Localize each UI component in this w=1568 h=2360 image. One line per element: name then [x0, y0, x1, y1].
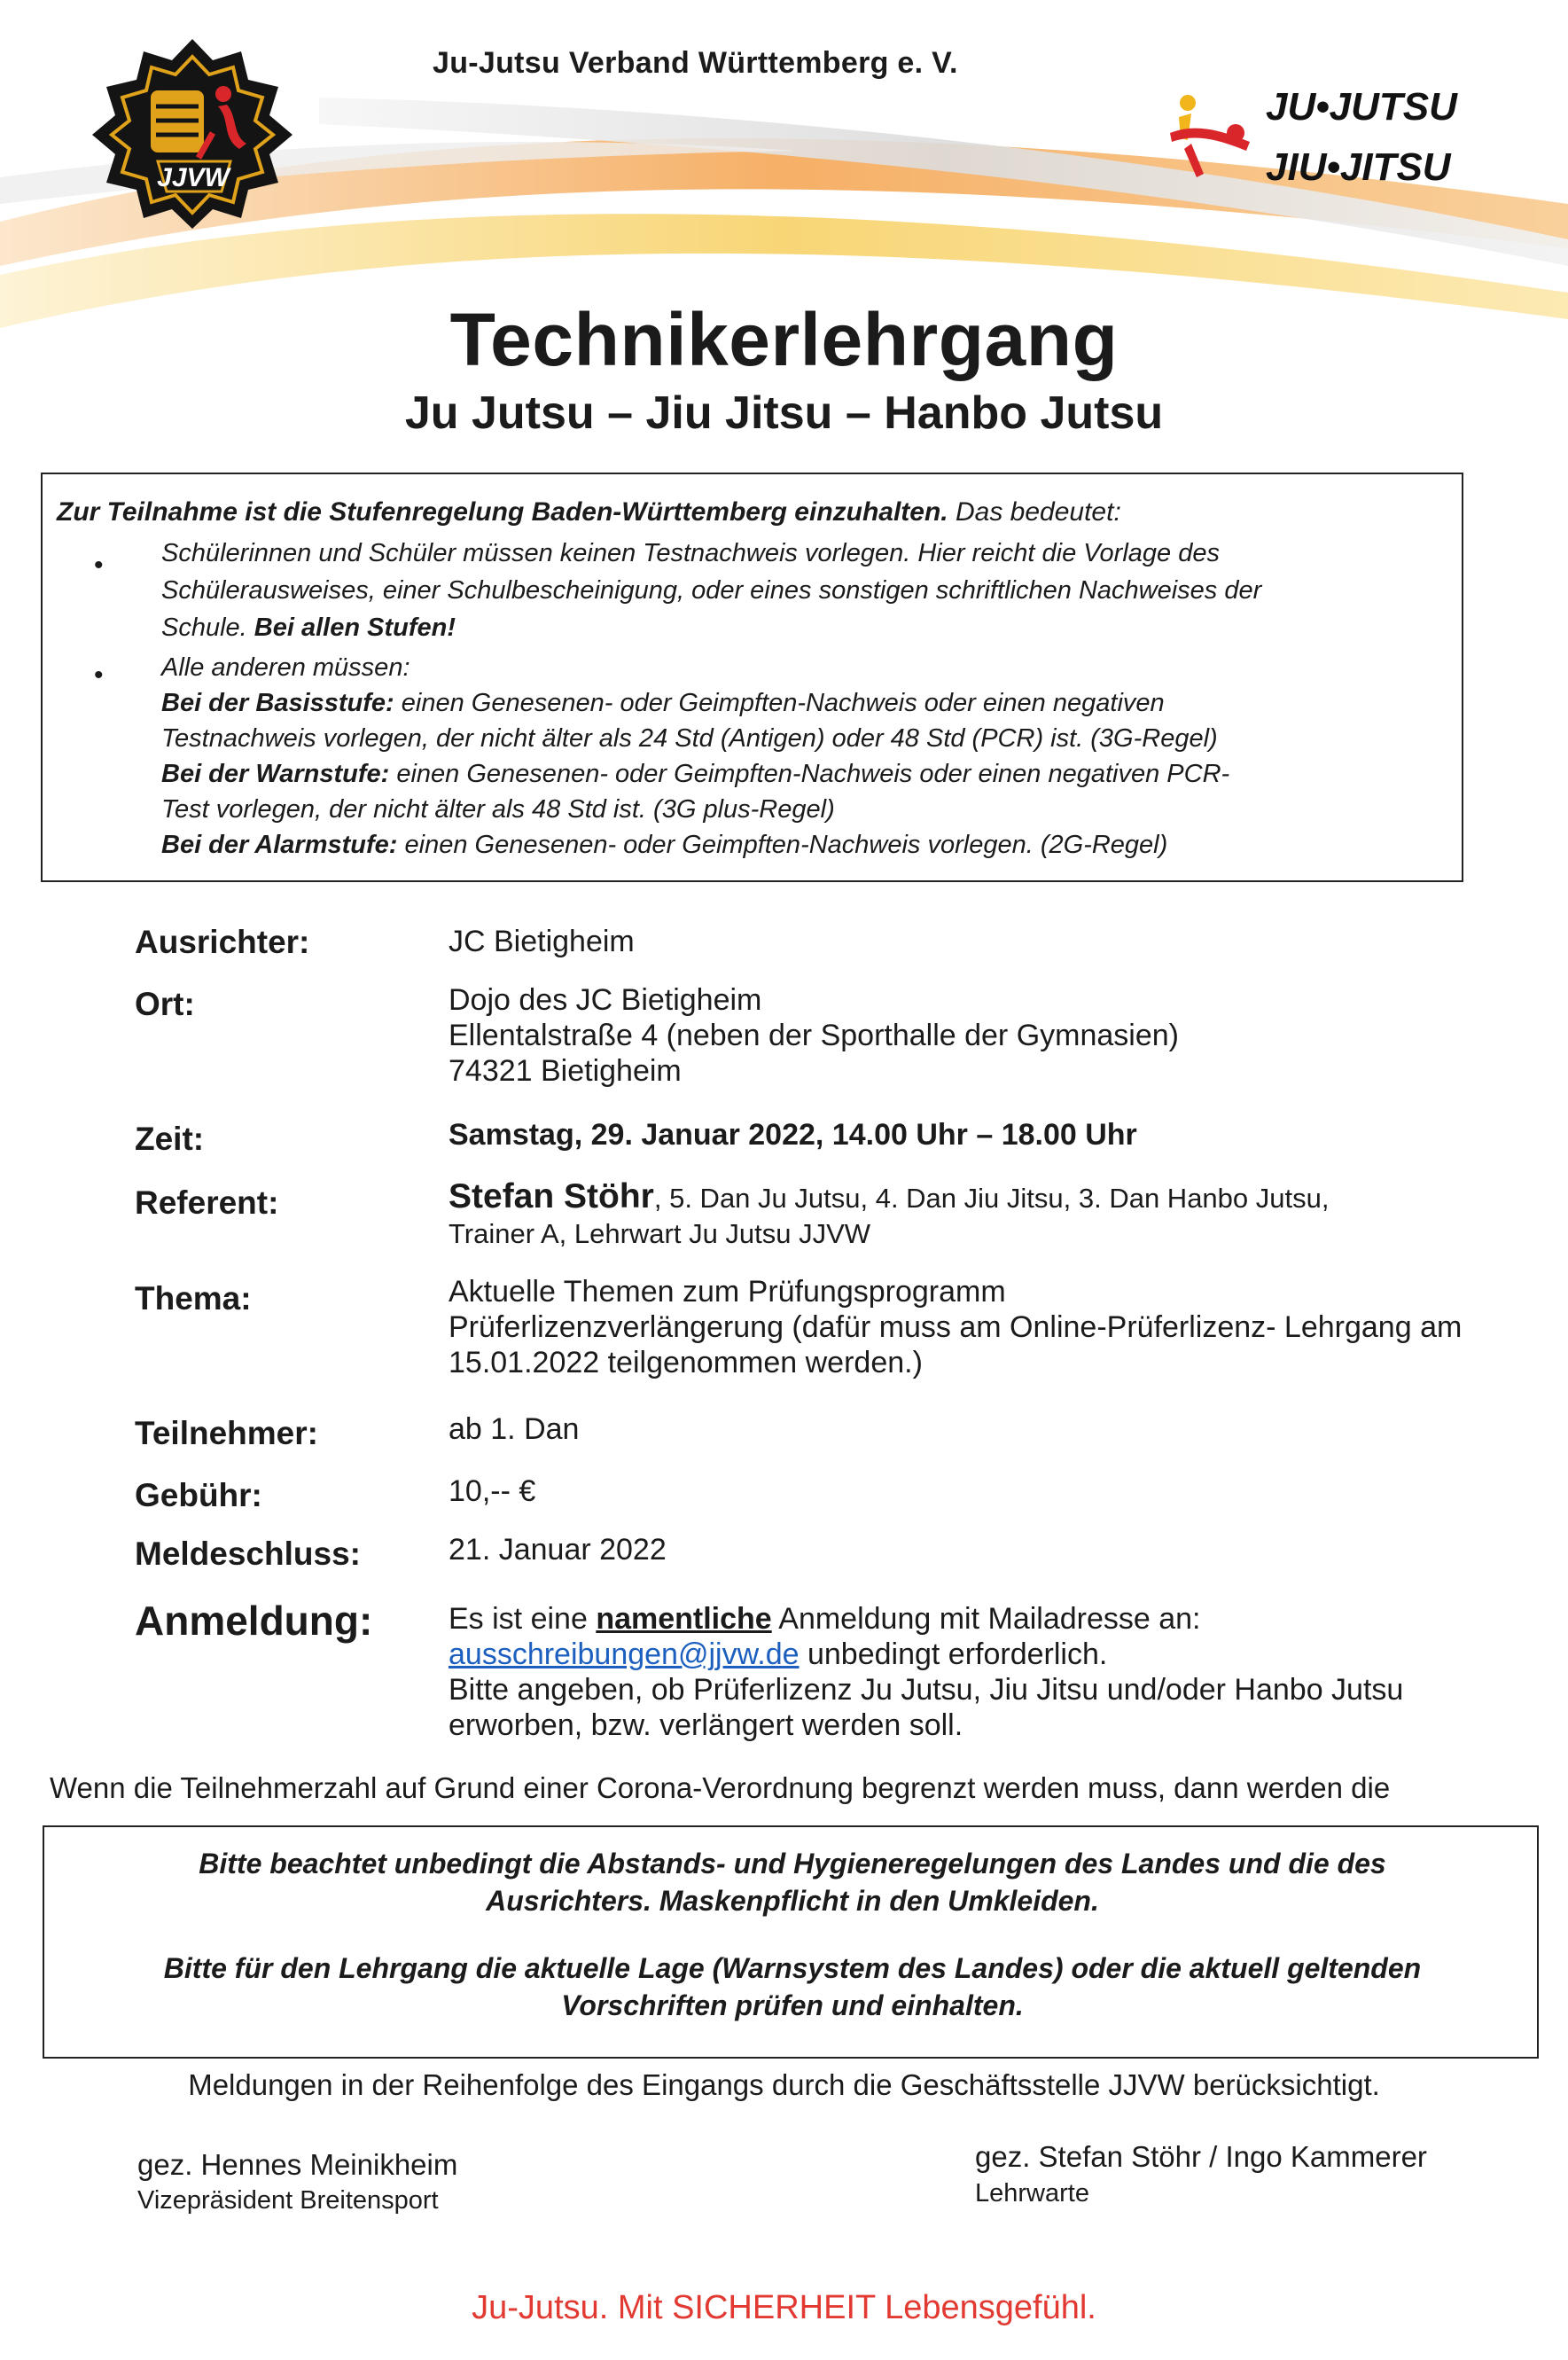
page-title: Technikerlehrgang: [449, 298, 1119, 381]
referent-line-2: Trainer A, Lehrwart Ju Jutsu JJVW: [449, 1218, 871, 1249]
logo-right-line1: JU•JUTSU: [1266, 85, 1457, 129]
organization-name: Ju-Jutsu Verband Württemberg e. V.: [433, 46, 958, 80]
teilnehmer-value: ab 1. Dan: [449, 1412, 580, 1446]
referent-name: Stefan Stöhr: [449, 1177, 654, 1215]
hygiene-line-4: Vorschriften prüfen und einhalten.: [561, 1989, 1024, 2021]
covid-lead: [57, 497, 1121, 527]
covid-lead-bold: Zur Teilnahme ist die Stufenregelung Baden-Württemberg einzuhalten.: [57, 497, 948, 527]
alarm-rule: [161, 827, 1451, 863]
signature-right-name: gez. Stefan Stöhr / Ingo Kammerer: [975, 2140, 1427, 2173]
thema-line-3: 15.01.2022 teilgenommen werden.): [449, 1346, 923, 1379]
anmeldung-line-3: Bitte angeben, ob Prüferlizenz Ju Jutsu, Jiu Jitsu und/oder Hanbo Jutsu: [449, 1673, 1404, 1707]
students-rule-line3a: Schule.: [161, 613, 254, 642]
thema-label: Thema:: [135, 1280, 252, 1317]
warn-text-1: einen Genesenen- oder Geimpften-Nachweis oder einen negativen PCR-: [389, 760, 1230, 788]
warn-label: Bei der Warnstufe:: [161, 760, 390, 788]
ort-value: [449, 982, 1539, 1089]
covid-lead-rest: Das bedeutet:: [948, 497, 1121, 527]
jjvw-logo: [89, 35, 297, 231]
warn-rule: [161, 756, 1451, 792]
zeit-value: Samstag, 29. Januar 2022, 14.00 Uhr – 18.00 Uhr: [449, 1118, 1137, 1152]
referent-value: [449, 1179, 1539, 1252]
zeit-label: Zeit:: [135, 1121, 205, 1157]
others-rule-intro: Alle anderen müssen:: [161, 653, 410, 682]
warn-text-2: Test vorlegen, der nicht älter als 48 Std ist. (3G plus-Regel): [161, 795, 835, 824]
anmeldung-post: Anmeldung mit Mailadresse an:: [771, 1602, 1201, 1636]
page-subtitle: Ju Jutsu – Jiu Jitsu – Hanbo Jutsu: [404, 387, 1164, 439]
basis-rule: [161, 685, 1451, 721]
signature-right-role: Lehrwarte: [975, 2179, 1089, 2208]
ort-line-2: Ellentalstraße 4 (neben der Sporthalle der Gymnasien): [449, 1019, 1179, 1052]
signature-left-role: Vizepräsident Breitensport: [137, 2186, 439, 2215]
students-rule-line2: Schülerausweises, einer Schulbescheinigung, oder eines sonstigen schriftlichen Nachweises der: [161, 576, 1262, 605]
students-rule-line3: [161, 609, 1451, 646]
slogan: Ju-Jutsu. Mit SICHERHEIT Lebensgefühl.: [472, 2289, 1096, 2326]
gebuehr-value: 10,-- €: [449, 1474, 536, 1508]
anmeldung-value: [449, 1601, 1539, 1743]
students-rule-emphasis: Bei allen Stufen!: [254, 613, 456, 642]
covid-rules-box: [41, 473, 1463, 882]
ort-line-3: 74321 Bietigheim: [449, 1054, 682, 1088]
bullet-icon: •: [94, 551, 104, 580]
ausrichter-label: Ausrichter:: [135, 924, 310, 960]
logo-left-text: JJVW: [157, 163, 230, 192]
email-link[interactable]: ausschreibungen@jjvw.de: [449, 1637, 800, 1671]
alarm-text: einen Genesenen- oder Geimpften-Nachweis vorlegen. (2G-Regel): [397, 831, 1168, 859]
others-rule: [161, 650, 1451, 863]
anmeldung-pre: Es ist eine: [449, 1602, 597, 1636]
basis-text-2: Testnachweis vorlegen, der nicht älter als 24 Std (Antigen) oder 48 Std (PCR) ist. (3G-Regel): [161, 724, 1218, 753]
gebuehr-label: Gebühr:: [135, 1477, 262, 1513]
hygiene-line-3: Bitte für den Lehrgang die aktuelle Lage (Warnsystem des Landes) oder die aktuell geltenden: [163, 1952, 1422, 1984]
hygiene-line-2: Ausrichters. Maskenpflicht in den Umkleiden.: [486, 1885, 1099, 1917]
logo-right-line2: JIU•JITSU: [1266, 145, 1451, 189]
students-rule: [161, 535, 1451, 646]
referent-qualifications: , 5. Dan Ju Jutsu, 4. Dan Jiu Jitsu, 3. Dan Hanbo Jutsu,: [653, 1183, 1330, 1214]
anmeldung-after-email: unbedingt erforderlich.: [799, 1637, 1108, 1671]
meldeschluss-label: Meldeschluss:: [135, 1536, 361, 1572]
hygiene-line-1: Bitte beachtet unbedingt die Abstands- und Hygieneregelungen des Landes und die des: [199, 1848, 1386, 1879]
hygiene-box: [43, 1825, 1539, 2059]
meldeschluss-value: 21. Januar 2022: [449, 1533, 667, 1567]
students-rule-line1: Schülerinnen und Schüler müssen keinen Testnachweis vorlegen. Hier reicht die Vorlage des: [161, 539, 1220, 567]
basis-label: Bei der Basisstufe:: [161, 689, 394, 717]
thema-value: [449, 1274, 1539, 1380]
signature-left-name: gez. Hennes Meinikheim: [137, 2148, 458, 2181]
referent-label: Referent:: [135, 1184, 279, 1221]
anmeldung-emphasis: namentliche: [596, 1602, 772, 1636]
ort-line-1: Dojo des JC Bietigheim: [449, 983, 762, 1017]
reports-note: Meldungen in der Reihenfolge des Eingangs durch die Geschäftsstelle JJVW berücksichtigt.: [188, 2068, 1380, 2101]
thema-line-2: Prüferlizenzverlängerung (dafür muss am Online-Prüferlizenz- Lehrgang am: [449, 1310, 1463, 1344]
teilnehmer-label: Teilnehmer:: [135, 1415, 318, 1451]
ju-jutsu-logo: [1161, 78, 1533, 202]
participant-limit-notice: Wenn die Teilnehmerzahl auf Grund einer Corona-Verordnung begrenzt werden muss, dann werden die: [50, 1771, 1391, 1804]
ort-label: Ort:: [135, 986, 195, 1022]
thema-line-1: Aktuelle Themen zum Prüfungsprogramm: [449, 1275, 1006, 1309]
bullet-icon: •: [94, 660, 104, 690]
alarm-label: Bei der Alarmstufe:: [161, 831, 398, 859]
fighter-icon: [1161, 87, 1259, 184]
ausrichter-value: JC Bietigheim: [449, 925, 635, 958]
anmeldung-line-4: erworben, bzw. verlängert werden soll.: [449, 1708, 963, 1742]
anmeldung-label: Anmeldung:: [135, 1598, 373, 1644]
basis-text-1: einen Genesenen- oder Geimpften-Nachweis oder einen negativen: [394, 689, 1165, 717]
